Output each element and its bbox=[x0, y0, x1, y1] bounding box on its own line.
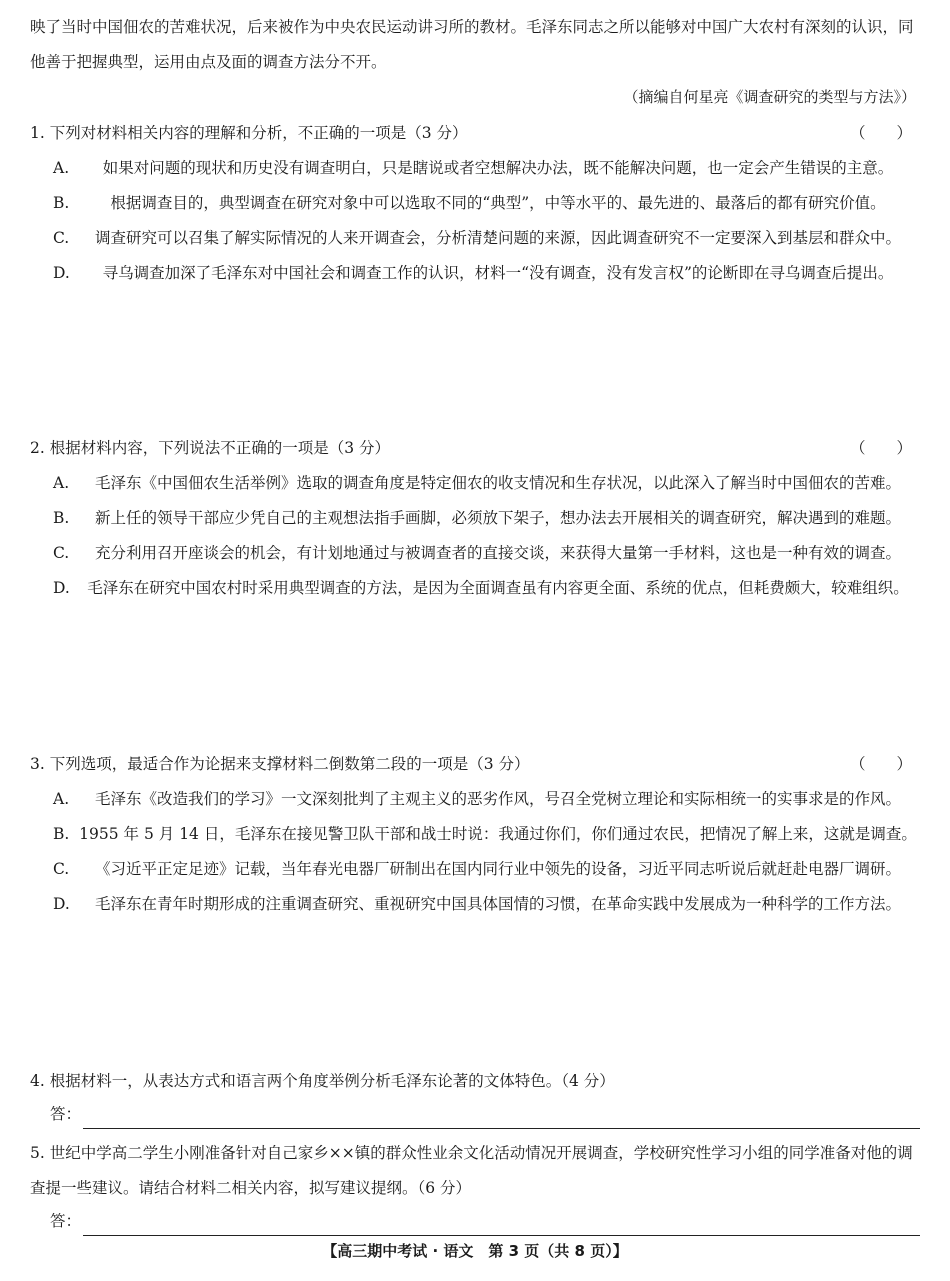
option-letter: B. bbox=[53, 825, 70, 843]
option-2a bbox=[30, 466, 920, 501]
question-5-stem bbox=[30, 1136, 920, 1206]
option-text: 调查研究可以召集了解实际情况的人来开调查会，分析清楚问题的来源，因此调查研究不一定要深入到基层和群众中。 bbox=[95, 229, 902, 247]
question-3 bbox=[30, 747, 920, 922]
question-5-answer-area[interactable] bbox=[30, 1206, 920, 1236]
question-2-stem bbox=[30, 431, 920, 466]
option-text: 毛泽东在研究中国农村时采用典型调查的方法，是因为全面调查虽有内容更全面、系统的优点，但耗费颇大，较难组织。 bbox=[87, 579, 909, 597]
answer-label: 答： bbox=[50, 1212, 82, 1230]
question-4-answer-area[interactable] bbox=[30, 1099, 920, 1129]
option-2d bbox=[30, 571, 920, 606]
answer-line[interactable] bbox=[83, 1213, 920, 1236]
option-letter: C. bbox=[53, 860, 70, 878]
question-1-stem bbox=[30, 116, 920, 151]
question-3-text: 3. 下列选项，最适合作为论据来支撑材料二倒数第二段的一项是（3 分） bbox=[30, 755, 530, 773]
question-5-text: 5. 世纪中学高二学生小刚准备针对自己家乡××镇的群众性业余文化活动情况开展调查，学校研究性学习小组的同学准备对他的调查提一些建议。请结合材料二相关内容，拟写建议提纲。（6 分） bbox=[30, 1144, 913, 1197]
option-letter: B. bbox=[53, 194, 70, 212]
option-text: 充分利用召开座谈会的机会，有计划地通过与被调查者的直接交谈，来获得大量第一手材料，这也是一种有效的调查。 bbox=[95, 544, 902, 562]
option-text: 《习近平正定足迹》记载，当年春光电器厂研制出在国内同行业中领先的设备，习近平同志听说后就赶赴电器厂调研。 bbox=[95, 860, 902, 878]
option-2c bbox=[30, 536, 920, 571]
option-letter: A. bbox=[53, 474, 70, 492]
answer-label: 答： bbox=[50, 1105, 82, 1123]
option-1a bbox=[30, 151, 920, 186]
page-footer: 【高三期中考试 · 语文 第 3 页（共 8 页）】 bbox=[322, 1242, 628, 1260]
option-text: 1955 年 5 月 14 日，毛泽东在接见警卫队干部和战士时说：我通过你们，你们通过农民，把情况了解上来，这就是调查。 bbox=[79, 825, 917, 843]
option-text: 新上任的领导干部应少凭自己的主观想法指手画脚，必须放下架子，想办法去开展相关的调查研究，解决遇到的难题。 bbox=[95, 509, 902, 527]
option-text: 毛泽东在青年时期形成的注重调查研究、重视研究中国具体国情的习惯，在革命实践中发展成为一种科学的工作方法。 bbox=[95, 895, 902, 913]
option-text: 毛泽东《改造我们的学习》一文深刻批判了主观主义的恶劣作风，号召全党树立理论和实际相统一的实事求是的作风。 bbox=[95, 790, 902, 808]
option-text: 如果对问题的现状和历史没有调查明白，只是瞎说或者空想解决办法，既不能解决问题，也一定会产生错误的主意。 bbox=[102, 159, 894, 177]
option-3b bbox=[30, 817, 920, 852]
option-3d bbox=[30, 887, 920, 922]
question-3-answer-paren: （ ） bbox=[849, 755, 912, 773]
question-4 bbox=[30, 1064, 920, 1129]
option-letter: A. bbox=[53, 790, 70, 808]
source-citation: （摘编自何星亮《调查研究的类型与方法》） bbox=[623, 88, 916, 106]
option-letter: C. bbox=[53, 229, 70, 247]
option-1d bbox=[30, 256, 920, 291]
option-letter: A. bbox=[53, 159, 70, 177]
option-3a bbox=[30, 782, 920, 817]
question-3-stem bbox=[30, 747, 920, 782]
question-4-text: 4. 根据材料一，从表达方式和语言两个角度举例分析毛泽东论著的文体特色。（4 分） bbox=[30, 1072, 615, 1090]
option-letter: D. bbox=[53, 895, 70, 913]
option-letter: D. bbox=[53, 264, 70, 282]
option-letter: B. bbox=[53, 509, 70, 527]
option-text: 毛泽东《中国佃农生活举例》选取的调查角度是特定佃农的收支情况和生存状况，以此深入了解当时中国佃农的苦难。 bbox=[95, 474, 902, 492]
option-letter: C. bbox=[53, 544, 70, 562]
answer-line[interactable] bbox=[83, 1106, 920, 1129]
option-2b bbox=[30, 501, 920, 536]
option-1b bbox=[30, 186, 920, 221]
option-3c bbox=[30, 852, 920, 887]
option-letter: D. bbox=[53, 579, 70, 597]
question-4-stem bbox=[30, 1064, 920, 1099]
intro-paragraph: 映了当时中国佃农的苦难状况，后来被作为中央农民运动讲习所的教材。毛泽东同志之所以能够对中国广大农村有深刻的认识，同他善于把握典型，运用由点及面的调查方法分不开。 bbox=[30, 18, 914, 71]
question-2-answer-paren: （ ） bbox=[849, 439, 912, 457]
question-1-text: 1. 下列对材料相关内容的理解和分析，不正确的一项是（3 分） bbox=[30, 124, 468, 142]
option-1c bbox=[30, 221, 920, 256]
question-1-answer-paren: （ ） bbox=[849, 124, 912, 142]
question-2-text: 2. 根据材料内容，下列说法不正确的一项是（3 分） bbox=[30, 439, 391, 457]
option-text: 根据调查目的，典型调查在研究对象中可以选取不同的“典型”，中等水平的、最先进的、最落后的都有研究价值。 bbox=[110, 194, 886, 212]
question-1 bbox=[30, 116, 920, 291]
option-text: 寻乌调查加深了毛泽东对中国社会和调查工作的认识，材料一“没有调查，没有发言权”的论断即在寻乌调查后提出。 bbox=[102, 264, 894, 282]
question-2 bbox=[30, 431, 920, 606]
question-5 bbox=[30, 1136, 920, 1236]
